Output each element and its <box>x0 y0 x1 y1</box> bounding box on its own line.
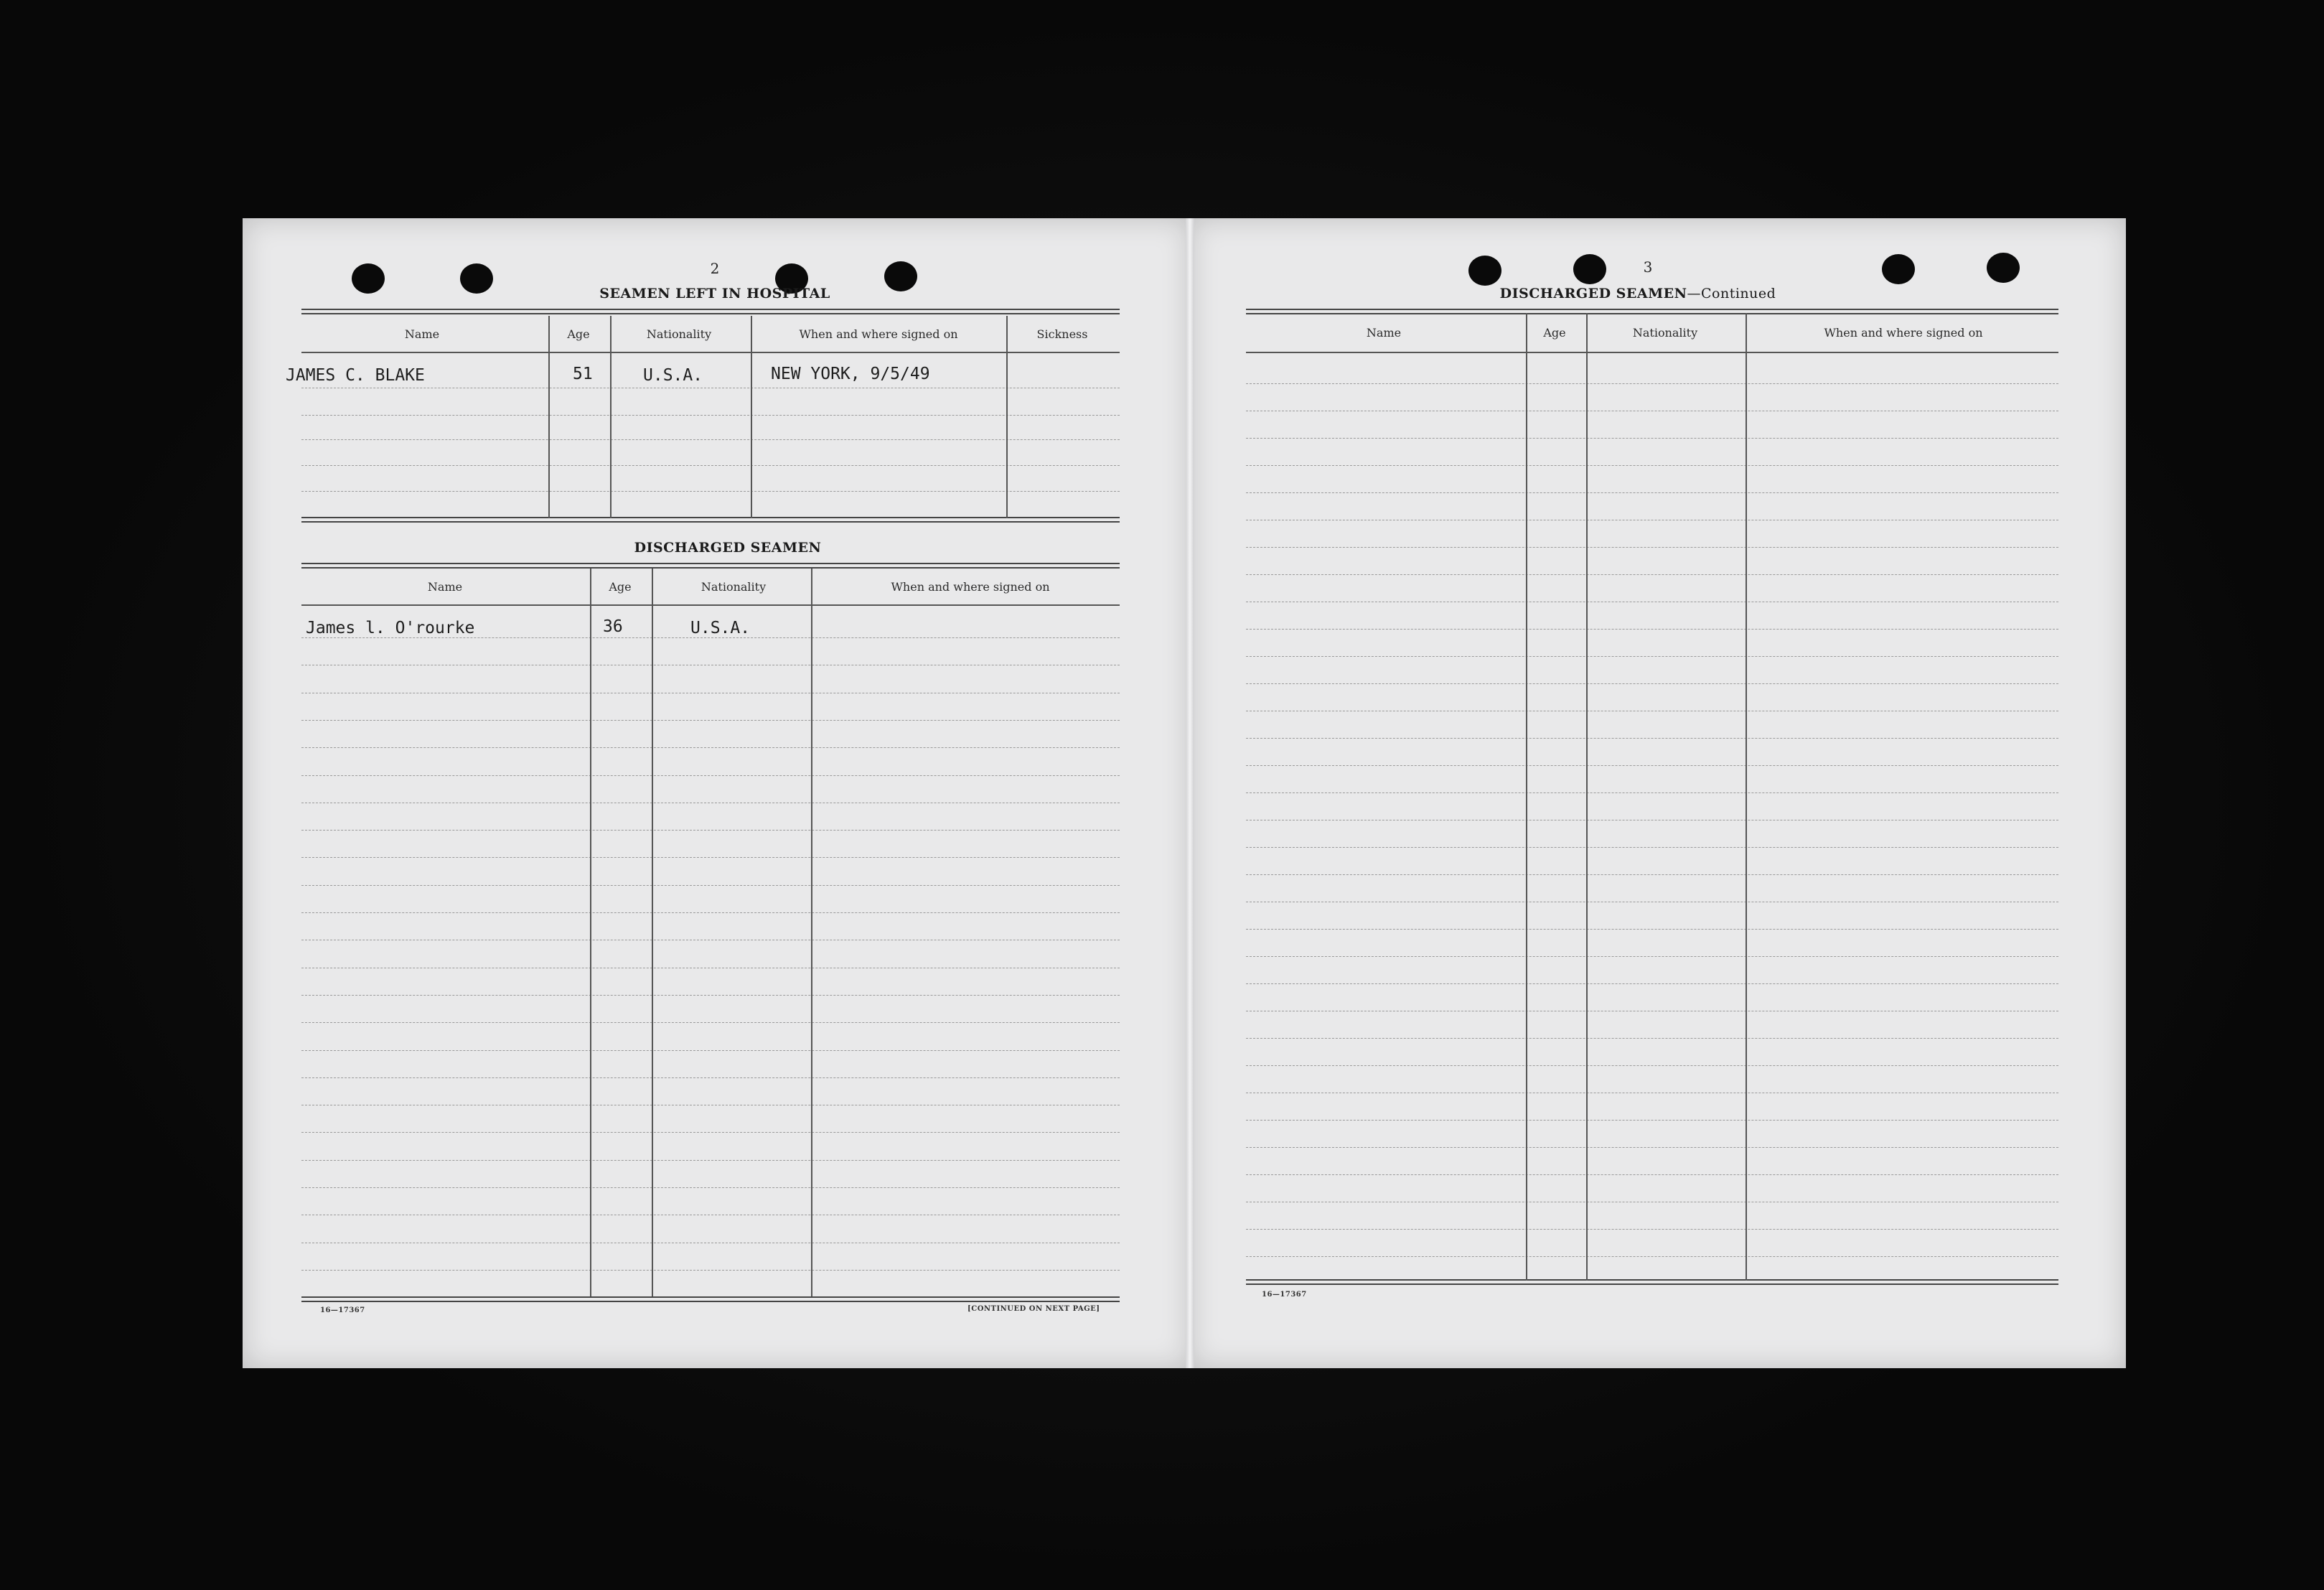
discharged-header-rule <box>301 604 1120 606</box>
col-header-signed-on: When and where signed on <box>799 327 958 341</box>
right-row-line <box>1246 792 2058 793</box>
hospital-section-title: SEAMEN LEFT IN HOSPITAL <box>599 286 830 301</box>
discharged-row-line <box>301 830 1120 831</box>
hospital-col-divider <box>751 316 752 518</box>
discharged-row-line <box>301 720 1120 721</box>
right-top-rule <box>1246 309 2058 314</box>
section-title-main: DISCHARGED SEAMEN <box>1499 286 1687 301</box>
discharged-continued-title <box>1500 286 1776 301</box>
right-row-line <box>1246 383 2058 384</box>
hospital-row-signed-on: NEW YORK, 9/5/49 <box>771 365 930 383</box>
hospital-row-name: JAMES C. BLAKE <box>286 366 425 385</box>
punch-hole <box>884 261 917 291</box>
right-row-line <box>1246 1229 2058 1230</box>
right-row-line <box>1246 847 2058 848</box>
right-row-line <box>1246 1065 2058 1066</box>
right-row-line <box>1246 492 2058 493</box>
hospital-row-line <box>301 439 1120 440</box>
discharged-row-line <box>301 637 1120 638</box>
continued-note: [CONTINUED ON NEXT PAGE] <box>967 1305 1100 1313</box>
hospital-col-divider <box>610 316 612 518</box>
col-header-age: Age <box>609 580 632 594</box>
punch-hole <box>1882 254 1915 284</box>
right-row-line <box>1246 738 2058 739</box>
discharged-row-line <box>301 1077 1120 1078</box>
right-row-line <box>1246 1174 2058 1175</box>
discharged-row-line <box>301 1050 1120 1051</box>
right-row-line <box>1246 465 2058 466</box>
hospital-row-line <box>301 465 1120 466</box>
punch-hole <box>352 263 385 294</box>
right-row-line <box>1246 438 2058 439</box>
section-title-continued: —Continued <box>1687 286 1776 301</box>
right-col-divider <box>1526 313 1527 1281</box>
discharged-row-line <box>301 995 1120 996</box>
col-header-nationality: Nationality <box>646 327 712 341</box>
discharged-row-line <box>301 775 1120 776</box>
right-row-line <box>1246 983 2058 984</box>
right-row-line <box>1246 656 2058 657</box>
col-header-sickness: Sickness <box>1036 327 1088 341</box>
right-row-line <box>1246 574 2058 575</box>
discharged-row-age: 36 <box>603 617 623 636</box>
hospital-bottom-rule <box>301 517 1120 523</box>
right-row-line <box>1246 956 2058 957</box>
discharged-row-line <box>301 857 1120 858</box>
hospital-row-line <box>301 415 1120 416</box>
left-page <box>243 218 1190 1368</box>
hospital-header-rule <box>301 352 1120 353</box>
right-row-line <box>1246 1038 2058 1039</box>
discharged-col-divider <box>811 569 812 1296</box>
discharged-col-divider <box>590 569 591 1296</box>
right-row-line <box>1246 1147 2058 1148</box>
right-row-line <box>1246 765 2058 766</box>
col-header-age: Age <box>1543 326 1566 340</box>
col-header-nationality: Nationality <box>1632 326 1698 340</box>
col-header-name: Name <box>404 327 440 341</box>
hospital-row-nationality: U.S.A. <box>643 366 703 385</box>
right-header-rule <box>1246 352 2058 353</box>
right-row-line <box>1246 929 2058 930</box>
page-fold <box>1186 218 1194 1368</box>
col-header-name: Name <box>427 580 463 594</box>
discharged-row-line <box>301 1132 1120 1133</box>
page-number: 2 <box>710 260 720 277</box>
col-header-signed-on: When and where signed on <box>891 580 1050 594</box>
hospital-col-divider <box>548 316 550 518</box>
discharged-row-name: James l. O'rourke <box>306 619 475 637</box>
discharged-row-line <box>301 747 1120 748</box>
col-header-signed-on: When and where signed on <box>1824 326 1983 340</box>
discharged-top-rule <box>301 563 1120 569</box>
discharged-section-title: DISCHARGED SEAMEN <box>634 540 822 556</box>
discharged-bottom-rule <box>301 1296 1120 1302</box>
right-row-line <box>1246 683 2058 684</box>
right-row-line <box>1246 1120 2058 1121</box>
discharged-row-line <box>301 912 1120 913</box>
hospital-row-line <box>301 491 1120 492</box>
discharged-row-line <box>301 1187 1120 1188</box>
punch-hole <box>1987 253 2020 283</box>
right-page <box>1190 218 2126 1368</box>
col-header-name: Name <box>1366 326 1402 340</box>
discharged-row-line <box>301 1270 1120 1271</box>
right-col-divider <box>1746 313 1747 1281</box>
right-row-line <box>1246 629 2058 630</box>
right-row-line <box>1246 547 2058 548</box>
page-number: 3 <box>1643 258 1653 276</box>
hospital-col-divider <box>1006 316 1008 518</box>
right-bottom-rule <box>1246 1279 2058 1285</box>
discharged-row-line <box>301 1160 1120 1161</box>
col-header-age: Age <box>567 327 590 341</box>
right-row-line <box>1246 874 2058 875</box>
discharged-col-divider <box>652 569 653 1296</box>
punch-hole <box>460 263 493 294</box>
punch-hole <box>1573 254 1606 284</box>
discharged-row-nationality: U.S.A. <box>690 619 751 637</box>
punch-hole <box>1468 256 1501 286</box>
discharged-row-line <box>301 1022 1120 1023</box>
right-col-divider <box>1586 313 1588 1281</box>
hospital-top-rule <box>301 309 1120 314</box>
hospital-row-age: 51 <box>573 365 593 383</box>
form-number: 16—17367 <box>1262 1291 1307 1299</box>
form-number: 16—17367 <box>320 1306 365 1314</box>
right-row-line <box>1246 1256 2058 1257</box>
col-header-nationality: Nationality <box>701 580 767 594</box>
discharged-row-line <box>301 885 1120 886</box>
